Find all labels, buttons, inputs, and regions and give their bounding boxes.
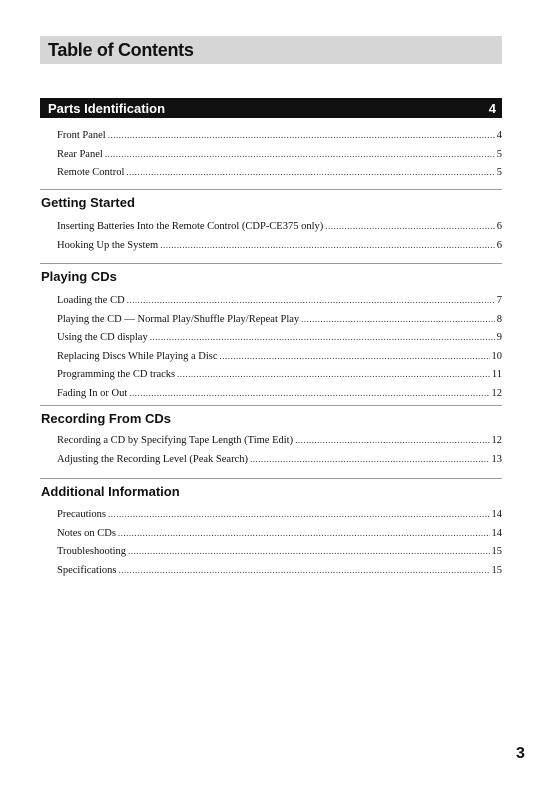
page-number: 3 xyxy=(516,745,525,762)
toc-entry[interactable] xyxy=(57,365,502,384)
entry-label: Front Panel xyxy=(57,130,106,141)
entries-recording-from-cds xyxy=(57,431,502,468)
dot-leader xyxy=(177,365,490,384)
dot-leader xyxy=(128,542,489,561)
entry-label: Troubleshooting xyxy=(57,546,127,557)
toc-entry[interactable] xyxy=(57,310,502,329)
entry-label: Using the CD display xyxy=(57,332,148,343)
entries-getting-started xyxy=(57,217,502,254)
dot-leader xyxy=(127,291,495,310)
dot-leader xyxy=(301,310,495,329)
entry-label: Programming the CD tracks xyxy=(57,369,176,380)
entry-label: Inserting Batteries Into the Remote Control (CDP-CE375 only) xyxy=(57,221,324,232)
entry-page: 13 xyxy=(491,453,502,465)
entries-playing-cds xyxy=(57,291,502,402)
section-heading: Getting Started xyxy=(41,195,135,210)
entries-additional-information xyxy=(57,505,502,579)
page-title: Table of Contents xyxy=(48,40,194,60)
dot-leader xyxy=(118,524,490,543)
section-getting-started xyxy=(40,189,502,211)
toc-entry[interactable] xyxy=(57,217,502,236)
entry-page: 10 xyxy=(491,350,502,362)
section-heading: Additional Information xyxy=(41,484,180,499)
toc-entry[interactable] xyxy=(57,431,502,450)
toc-entry[interactable] xyxy=(57,347,502,366)
dot-leader xyxy=(129,384,489,403)
entry-label: Loading the CD xyxy=(57,295,125,306)
dot-leader xyxy=(250,450,490,469)
toc-entry[interactable] xyxy=(57,542,502,561)
toc-entry[interactable] xyxy=(57,126,502,145)
entry-page: 5 xyxy=(496,167,502,178)
entry-label: Precautions xyxy=(57,509,106,520)
dot-leader xyxy=(126,163,494,182)
entries-parts-identification xyxy=(57,126,502,182)
section-heading: Recording From CDs xyxy=(41,411,172,426)
entry-label: Adjusting the Recording Level (Peak Search) xyxy=(57,453,248,465)
entry-label: Rear Panel xyxy=(57,148,103,160)
section-recording-from-cds xyxy=(40,405,502,427)
section-heading: Playing CDs xyxy=(41,269,117,284)
toc-entry[interactable] xyxy=(57,561,502,580)
dot-leader xyxy=(108,126,495,145)
toc-entry[interactable] xyxy=(57,291,502,310)
section-page: 4 xyxy=(488,100,496,116)
section-additional-information xyxy=(40,478,502,500)
dot-leader xyxy=(105,145,495,164)
toc-entry[interactable] xyxy=(57,524,502,543)
toc-entry[interactable] xyxy=(57,236,502,255)
entry-label: Hooking Up the System xyxy=(57,239,159,251)
entry-page: 12 xyxy=(491,387,502,399)
entry-page: 14 xyxy=(491,527,502,539)
toc-entry[interactable] xyxy=(57,384,502,403)
toc-entry[interactable] xyxy=(57,450,502,469)
section-header-parts-identification xyxy=(40,98,502,118)
entry-page: 14 xyxy=(491,509,502,520)
dot-leader xyxy=(150,328,495,347)
page-title-bar xyxy=(40,36,502,64)
entry-label: Recording a CD by Specifying Tape Length (Time Edit) xyxy=(57,435,294,446)
entry-page: 9 xyxy=(496,332,502,343)
entry-page: 4 xyxy=(496,130,502,141)
entry-page: 11 xyxy=(491,369,502,380)
dot-leader xyxy=(160,236,495,255)
entry-page: 7 xyxy=(496,295,502,306)
toc-entry[interactable] xyxy=(57,328,502,347)
entry-page: 6 xyxy=(496,221,502,232)
toc-entry[interactable] xyxy=(57,163,502,182)
dot-leader xyxy=(118,561,489,580)
section-playing-cds xyxy=(40,263,502,285)
toc-entry[interactable] xyxy=(57,505,502,524)
entry-page: 6 xyxy=(496,239,502,251)
section-heading: Parts Identification xyxy=(48,100,166,116)
entry-page: 15 xyxy=(491,546,502,557)
entry-page: 12 xyxy=(491,435,502,446)
entry-label: Fading In or Out xyxy=(57,387,128,399)
entry-page: 8 xyxy=(496,313,502,325)
entry-page: 5 xyxy=(496,148,502,160)
entry-label: Remote Control xyxy=(57,167,125,178)
dot-leader xyxy=(295,431,489,450)
toc-entry[interactable] xyxy=(57,145,502,164)
entry-label: Playing the CD — Normal Play/Shuffle Play/Repeat Play xyxy=(57,313,300,325)
dot-leader xyxy=(108,505,490,524)
entry-page: 15 xyxy=(491,564,502,576)
entry-label: Notes on CDs xyxy=(57,527,116,539)
entry-label: Replacing Discs While Playing a Disc xyxy=(57,350,218,362)
dot-leader xyxy=(325,217,494,236)
entry-label: Specifications xyxy=(57,564,117,576)
dot-leader xyxy=(219,347,489,366)
